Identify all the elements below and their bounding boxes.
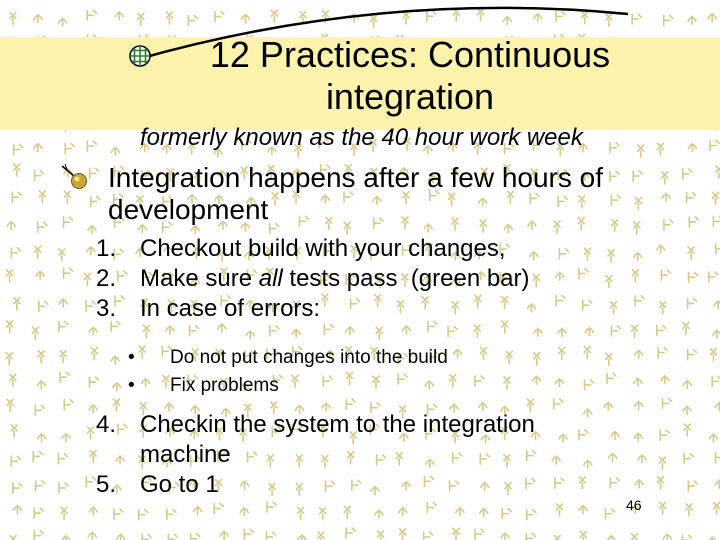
step-text: Checkout build with your changes, xyxy=(140,235,506,262)
bullet-dot: • xyxy=(128,375,135,396)
step-text-emphasis: all xyxy=(258,265,283,292)
step-text xyxy=(140,264,530,294)
wand-orb-icon xyxy=(60,162,94,192)
bullet-dot: • xyxy=(128,347,135,368)
slide-title: 12 Practices: Continuous integration xyxy=(209,34,611,117)
step-item xyxy=(96,294,696,324)
step-text-prefix: Make sure xyxy=(140,265,259,292)
step-text: In case of errors: xyxy=(140,295,321,322)
step-number: 3. xyxy=(96,295,117,322)
sub-bullet-list xyxy=(128,344,628,400)
step-text: Go to 1 xyxy=(140,471,219,498)
sub-bullet-text: Fix problems xyxy=(170,375,279,396)
slide-subtitle: formerly known as the 40 hour work week xyxy=(140,124,583,151)
step-number: 1. xyxy=(96,235,117,262)
main-point: Integration happens after a few hours of development xyxy=(108,162,603,225)
sub-bullet-item xyxy=(128,372,628,400)
step-number: 4. xyxy=(96,411,117,438)
sub-bullet-text: Do not put changes into the build xyxy=(170,347,448,368)
step-item xyxy=(96,410,696,470)
step-list-bottom xyxy=(96,410,696,500)
step-number: 5. xyxy=(96,471,117,498)
step-number: 2. xyxy=(96,265,117,292)
step-item xyxy=(96,264,696,294)
step-text: Checkin the system to the integration machine xyxy=(140,411,535,468)
step-item xyxy=(96,234,696,264)
sub-bullet-item xyxy=(128,344,628,372)
step-list-top xyxy=(96,234,696,324)
page-number: 46 xyxy=(626,497,642,513)
step-item xyxy=(96,470,696,500)
step-text-suffix: tests pass (green bar) xyxy=(282,265,530,292)
